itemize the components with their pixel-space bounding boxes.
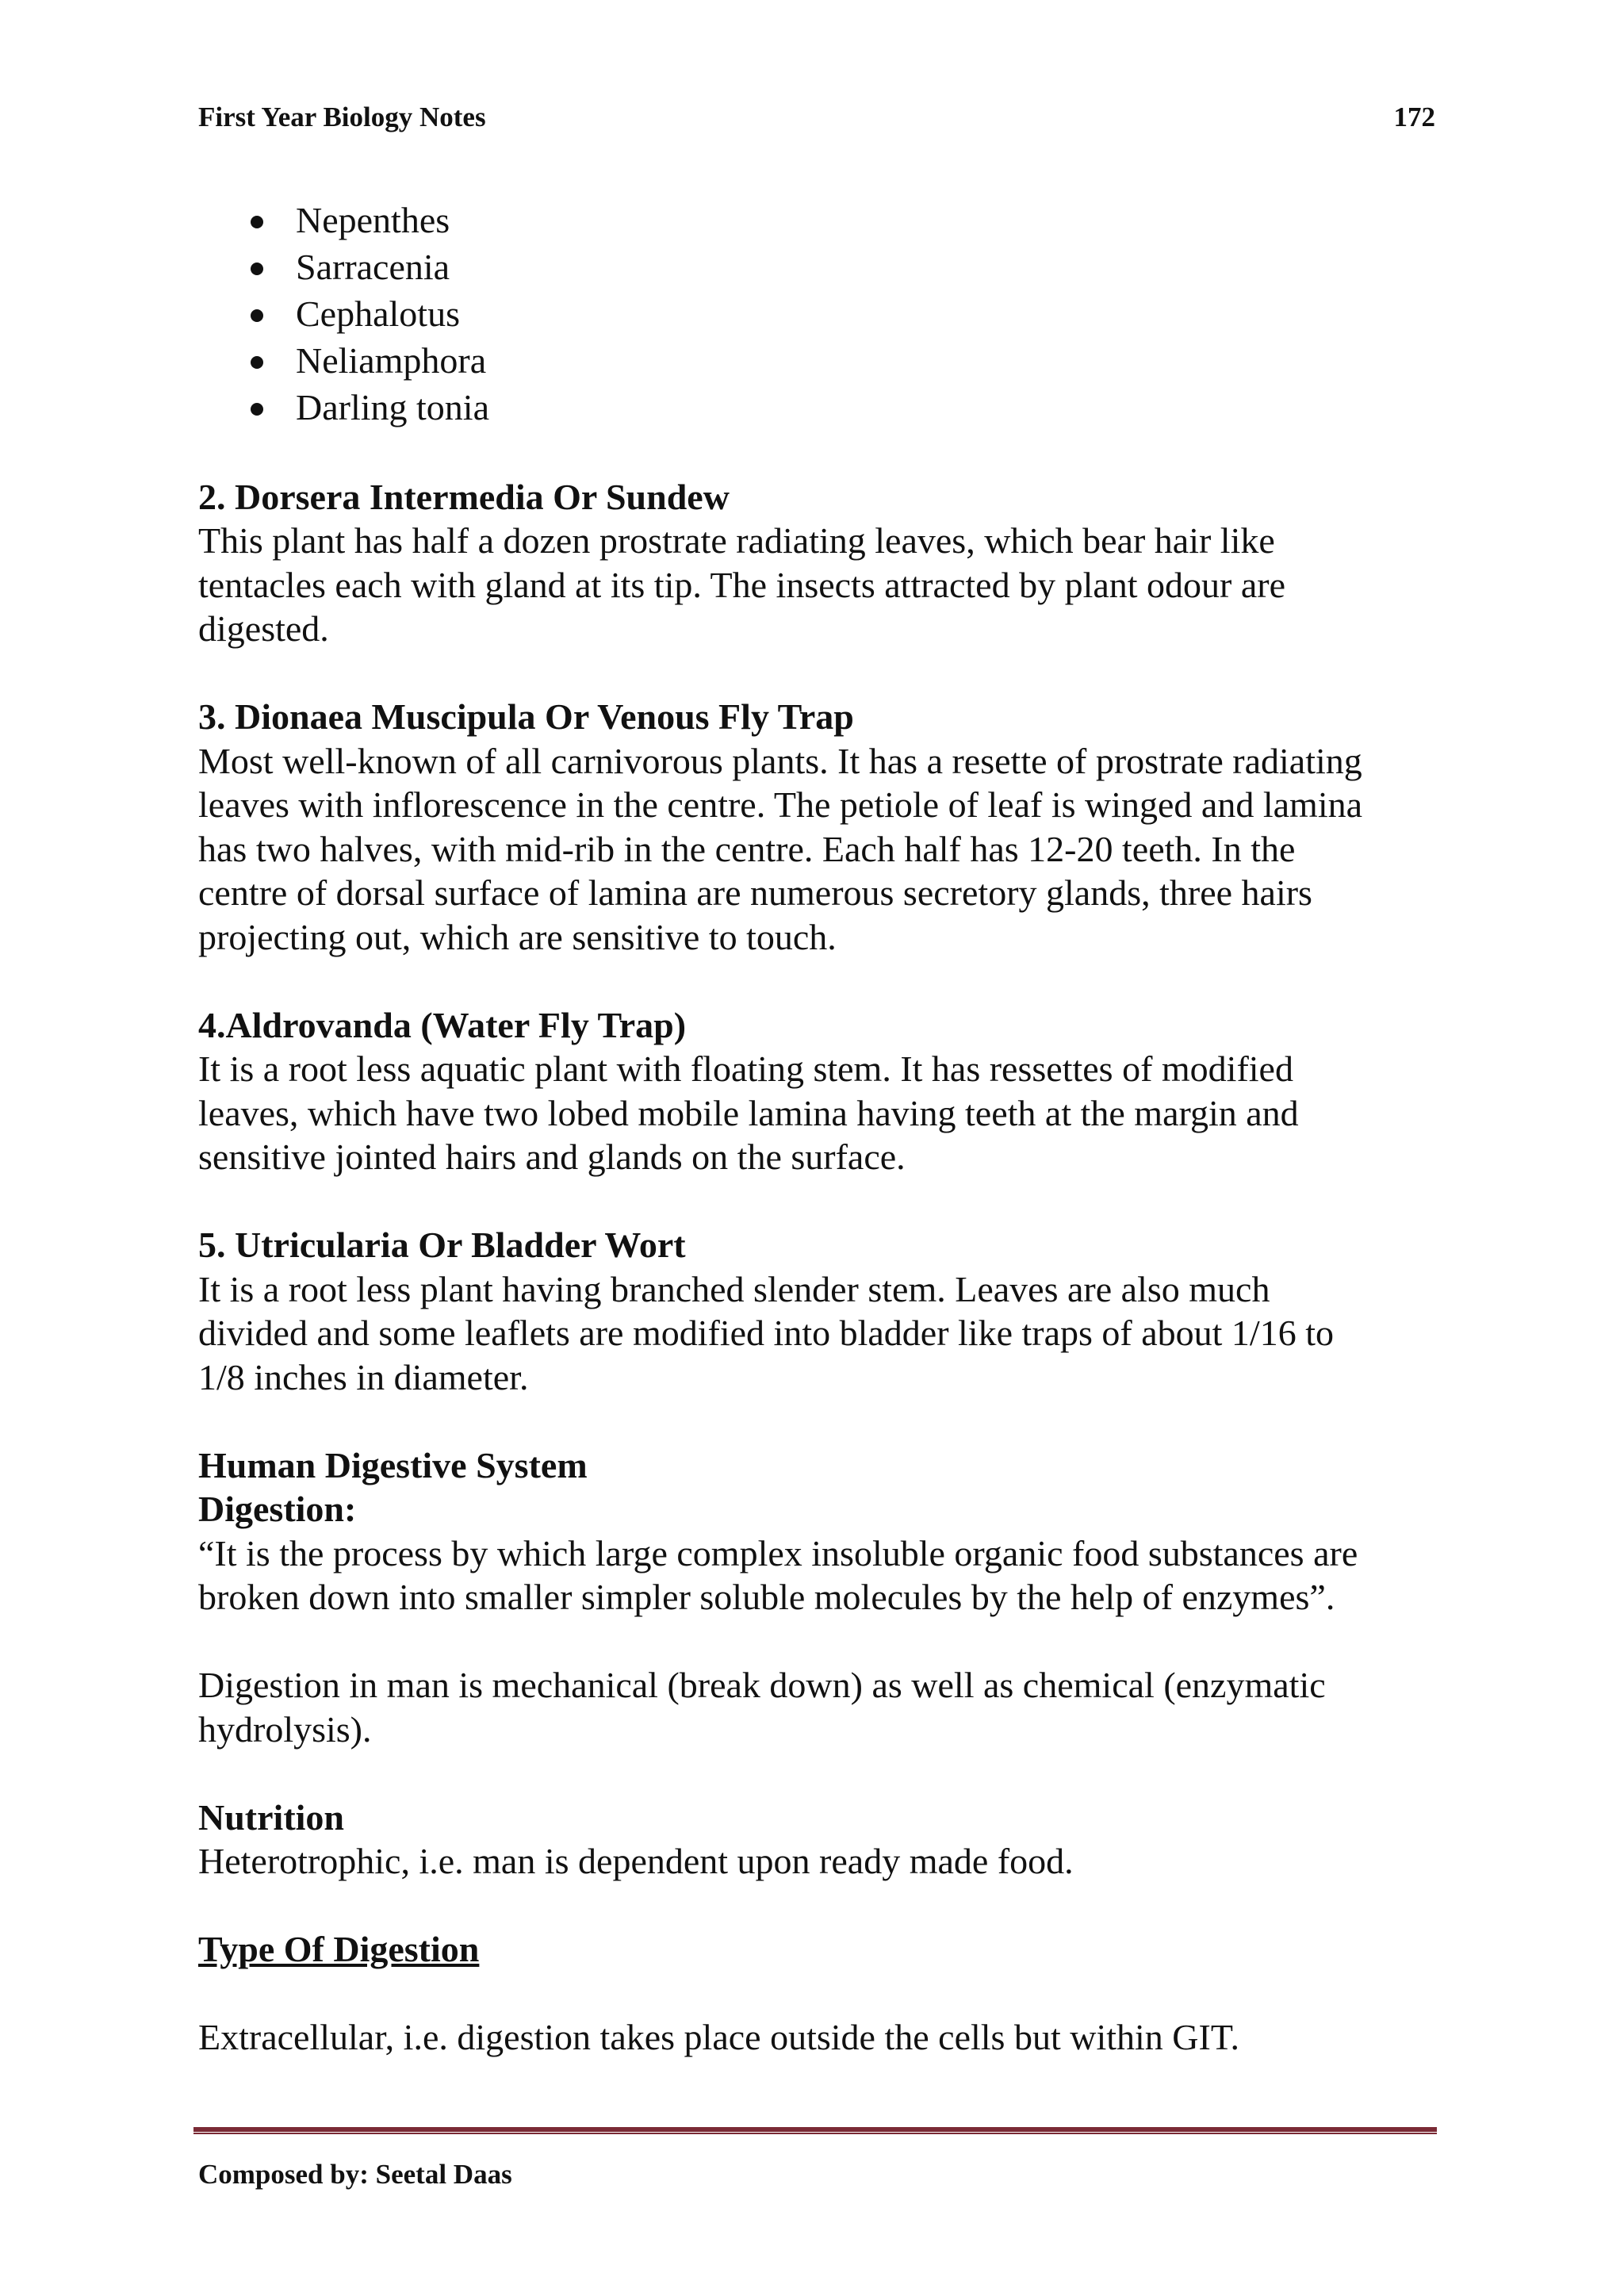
section-aldrovanda [198, 1003, 1435, 1179]
section-heading: Nutrition [198, 1796, 344, 1838]
section-subheading: Digestion: [198, 1489, 357, 1529]
body-line: digested. [198, 608, 329, 649]
body-line: Heterotrophic, i.e. man is dependent upon ready made food. [198, 1841, 1074, 1881]
list-item: Darling tonia [198, 384, 1435, 431]
section-heading: Human Digestive System [198, 1444, 588, 1485]
section-heading: Type Of Digestion [198, 1929, 480, 1969]
body-line: This plant has half a dozen prostrate radiating leaves, which bear hair like [198, 520, 1275, 561]
section-heading: 4.Aldrovanda (Water Fly Trap) [198, 1004, 687, 1045]
list-item: Neliamphora [198, 337, 1435, 384]
body-line: broken down into smaller simpler soluble molecules by the help of enzymes”. [198, 1577, 1335, 1617]
body-line: hydrolysis). [198, 1708, 372, 1750]
section-type-of-digestion [198, 1927, 1435, 2060]
section-heading: 5. Utricularia Or Bladder Wort [198, 1225, 686, 1265]
body-line: has two halves, with mid-rib in the centre. Each half has 12-20 teeth. In the [198, 828, 1296, 869]
body-line: 1/8 inches in diameter. [198, 1356, 529, 1397]
footer-divider [193, 2127, 1437, 2134]
section-digestive-system [198, 1443, 1435, 1752]
list-item: Sarracenia [198, 243, 1435, 290]
page-number: 172 [1393, 102, 1435, 132]
body-line: divided and some leaflets are modified into bladder like traps of about 1/16 to [198, 1313, 1334, 1353]
body-line: It is a root less aquatic plant with floating stem. It has ressettes of modified [198, 1048, 1293, 1089]
body-line: “It is the process by which large complex insoluble organic food substances are [198, 1532, 1358, 1573]
page-header-title: First Year Biology Notes [198, 102, 486, 132]
body-line: sensitive jointed hairs and glands on the surface. [198, 1137, 906, 1177]
section-utricularia [198, 1223, 1435, 1399]
section-flytrap [198, 695, 1435, 959]
section-nutrition [198, 1796, 1435, 1884]
body-line: Most well-known of all carnivorous plants. It has a resette of prostrate radiating [198, 740, 1362, 781]
body-line: projecting out, which are sensitive to touch. [198, 916, 837, 957]
section-heading: 3. Dionaea Muscipula Or Venous Fly Trap [198, 696, 854, 737]
section-heading: 2. Dorsera Intermedia Or Sundew [198, 476, 730, 517]
body-line: tentacles each with gland at its tip. The insects attracted by plant odour are [198, 564, 1286, 605]
list-item: Nepenthes [198, 197, 1435, 243]
footer-credit: Composed by: Seetal Daas [198, 2159, 512, 2190]
plant-list [198, 197, 1435, 431]
body-line: Digestion in man is mechanical (break down) as well as chemical (enzymatic [198, 1665, 1326, 1705]
body-line: leaves with inflorescence in the centre. The petiole of leaf is winged and lamina [198, 784, 1363, 825]
body-line: Extracellular, i.e. digestion takes place outside the cells but within GIT. [198, 2017, 1240, 2057]
body-line: leaves, which have two lobed mobile lamina having teeth at the margin and [198, 1092, 1299, 1133]
body-line: centre of dorsal surface of lamina are numerous secretory glands, three hairs [198, 872, 1312, 913]
list-item: Cephalotus [198, 290, 1435, 337]
page-content [198, 197, 1435, 2060]
section-sundew [198, 475, 1435, 651]
body-line: It is a root less plant having branched slender stem. Leaves are also much [198, 1268, 1270, 1309]
